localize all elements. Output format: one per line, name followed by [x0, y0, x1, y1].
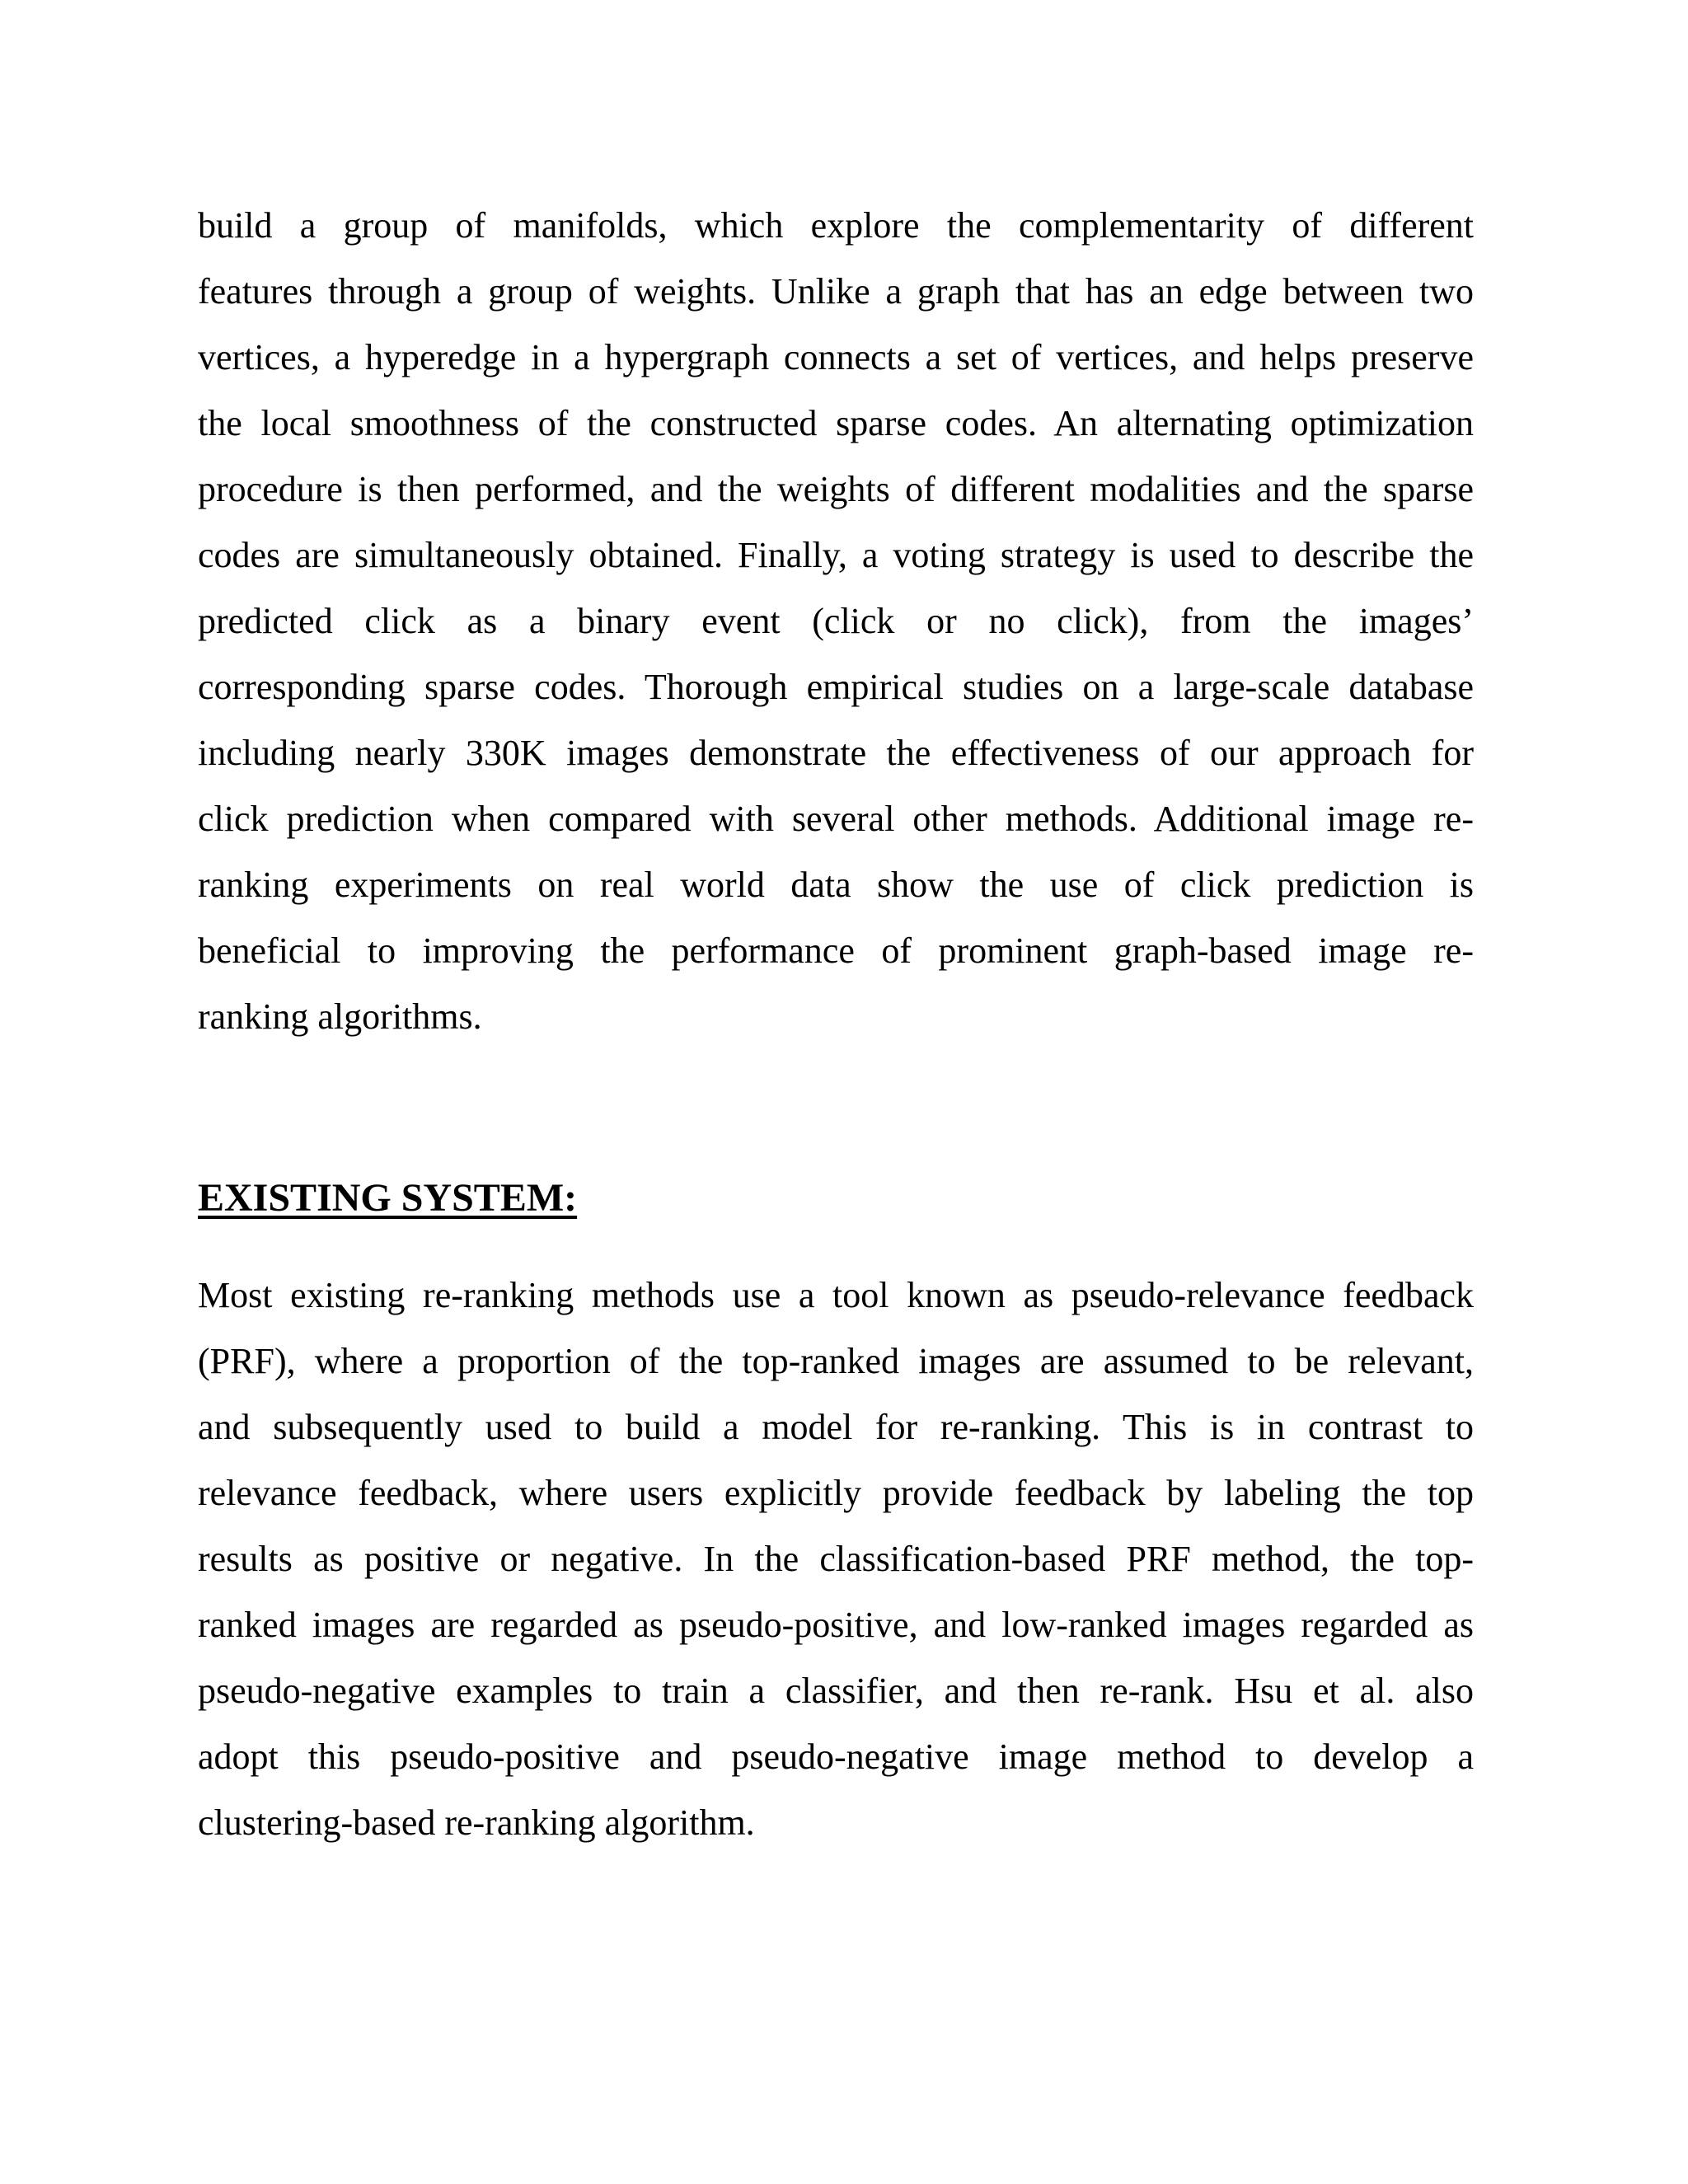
- text-line: (PRF), where a proportion of the top-ranked images are assumed to be relevant,: [198, 1341, 1474, 1381]
- text-line: ranking experiments on real world data show the use of click prediction is: [198, 865, 1474, 905]
- text-line: pseudo-negative examples to train a classifier, and then re-rank. Hsu et al. also: [198, 1671, 1474, 1711]
- paragraph-abstract-continued: [198, 193, 1474, 1050]
- text-line: click prediction when compared with several other methods. Additional image re-: [198, 799, 1474, 839]
- text-line: ranked images are regarded as pseudo-positive, and low-ranked images regarded as: [198, 1605, 1474, 1645]
- text-line: Most existing re-ranking methods use a tool known as pseudo-relevance feedback: [198, 1275, 1474, 1315]
- text-line: clustering-based re-ranking algorithm.: [198, 1802, 755, 1843]
- text-line: vertices, a hyperedge in a hypergraph connects a set of vertices, and helps preserve: [198, 337, 1474, 377]
- text-line: features through a group of weights. Unlike a graph that has an edge between two: [198, 271, 1474, 312]
- section-heading-existing-system: EXISTING SYSTEM:: [198, 1176, 578, 1220]
- text-line: predicted click as a binary event (click or no click), from the images’: [198, 601, 1474, 641]
- text-line: relevance feedback, where users explicitly provide feedback by labeling the top: [198, 1473, 1474, 1513]
- text-line: ranking algorithms.: [198, 996, 482, 1037]
- text-line: procedure is then performed, and the weights of different modalities and the sparse: [198, 469, 1474, 509]
- text-line: corresponding sparse codes. Thorough empirical studies on a large-scale database: [198, 667, 1474, 707]
- text-line: adopt this pseudo-positive and pseudo-negative image method to develop a: [198, 1736, 1474, 1777]
- text-line: codes are simultaneously obtained. Finally, a voting strategy is used to describe the: [198, 535, 1474, 575]
- text-line: and subsequently used to build a model for re-ranking. This is in contrast to: [198, 1407, 1474, 1447]
- text-line: beneficial to improving the performance of prominent graph-based image re-: [198, 930, 1474, 971]
- text-line: build a group of manifolds, which explore the complementarity of different: [198, 205, 1474, 246]
- text-line: the local smoothness of the constructed sparse codes. An alternating optimization: [198, 403, 1474, 443]
- text-line: including nearly 330K images demonstrate the effectiveness of our approach for: [198, 733, 1474, 773]
- paragraph-existing-system: [198, 1263, 1474, 1856]
- text-line: results as positive or negative. In the classification-based PRF method, the top-: [198, 1539, 1474, 1579]
